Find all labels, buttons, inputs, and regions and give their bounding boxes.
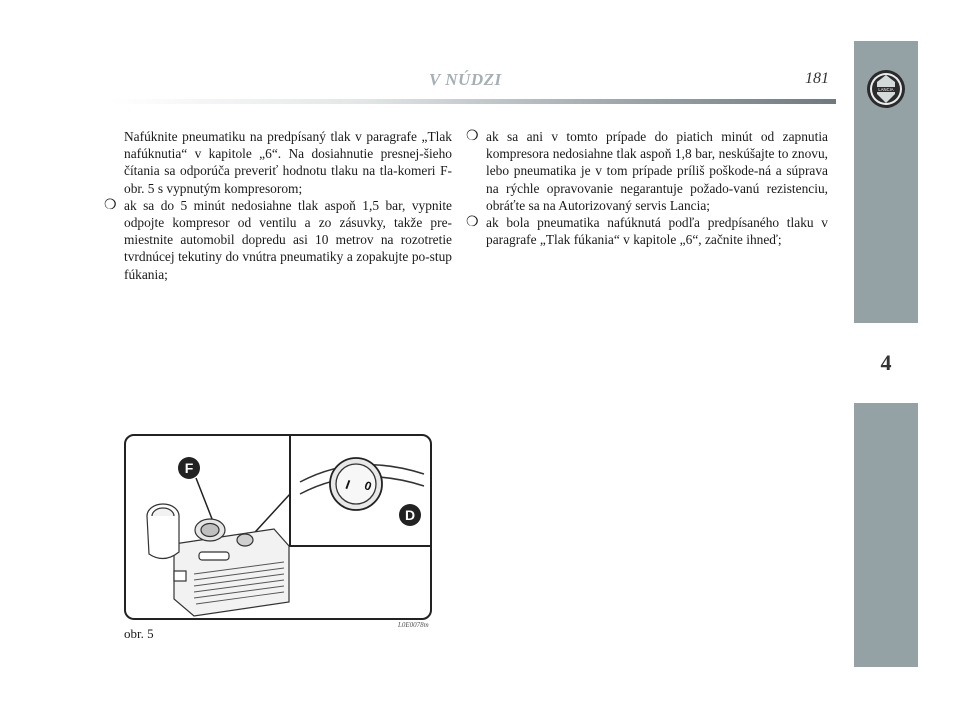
svg-text:LANCIA: LANCIA (878, 87, 894, 92)
side-band (854, 41, 918, 667)
svg-text:D: D (404, 507, 416, 523)
list-item-text: ak sa ani v tomto prípade do piatich minút od zapnutia kompresora nedosiahne tlak aspoň 1,8 bar, neskúšajte to znovu, lebo pneumatika je v tom prípade príliš poškode-ná a súprava na rýchle opravovanie negarantuje požado-vanú rezistenciu, obráťte sa na Autorizovaný servis Lancia; (486, 129, 828, 213)
compressor-figure (124, 434, 432, 620)
list-item (466, 128, 828, 214)
figure-code: L0E0078m (398, 621, 429, 629)
svg-text:F: F (184, 460, 194, 476)
lancia-logo-icon (865, 68, 907, 110)
list-item-text: ak bola pneumatika nafúknutá podľa predpísaného tlaku v paragrafe „Tlak fúkania“ v kapitole „6“, začnite ihneď; (486, 215, 828, 248)
list-item (104, 197, 452, 283)
callout-d (399, 504, 421, 526)
header-title: V NÚDZI (429, 70, 502, 89)
svg-text:0: 0 (362, 478, 374, 494)
figure-label: obr. 5 (124, 626, 154, 641)
bullet-circle-icon: ❍ (466, 129, 479, 144)
page-number: 181 (805, 70, 829, 87)
intro-paragraph: Nafúknite pneumatiku na predpísaný tlak v paragrafe „Tlak nafúknutia“ v kapitole „6“. Na dosiahnutie presnej-šieho čítania sa odporúča preveriť hodnotu tlaku na tla-komeri F-obr. 5 s vypnutým kompresorom; (124, 129, 452, 196)
header-rule (110, 99, 836, 104)
list-item (466, 214, 828, 248)
svg-text:I: I (343, 476, 353, 493)
bullet-circle-icon: ❍ (104, 197, 117, 213)
bullet-circle-icon: ❍ (466, 215, 479, 231)
left-column (104, 128, 452, 283)
right-column (466, 128, 828, 248)
list-item-text: ak sa do 5 minút nedosiahne tlak aspoň 1,5 bar, vypnite odpojte kompresor od ventilu a zo zásuvky, takže pre-miestnite automobil dopredu asi 10 metrov na rozotretie tvrdnúcej tekutiny do vnútra pneumatiky a zopakujte po-stup fúkania; (124, 197, 452, 282)
callout-f (178, 457, 200, 479)
chapter-number: 4 (854, 323, 918, 403)
